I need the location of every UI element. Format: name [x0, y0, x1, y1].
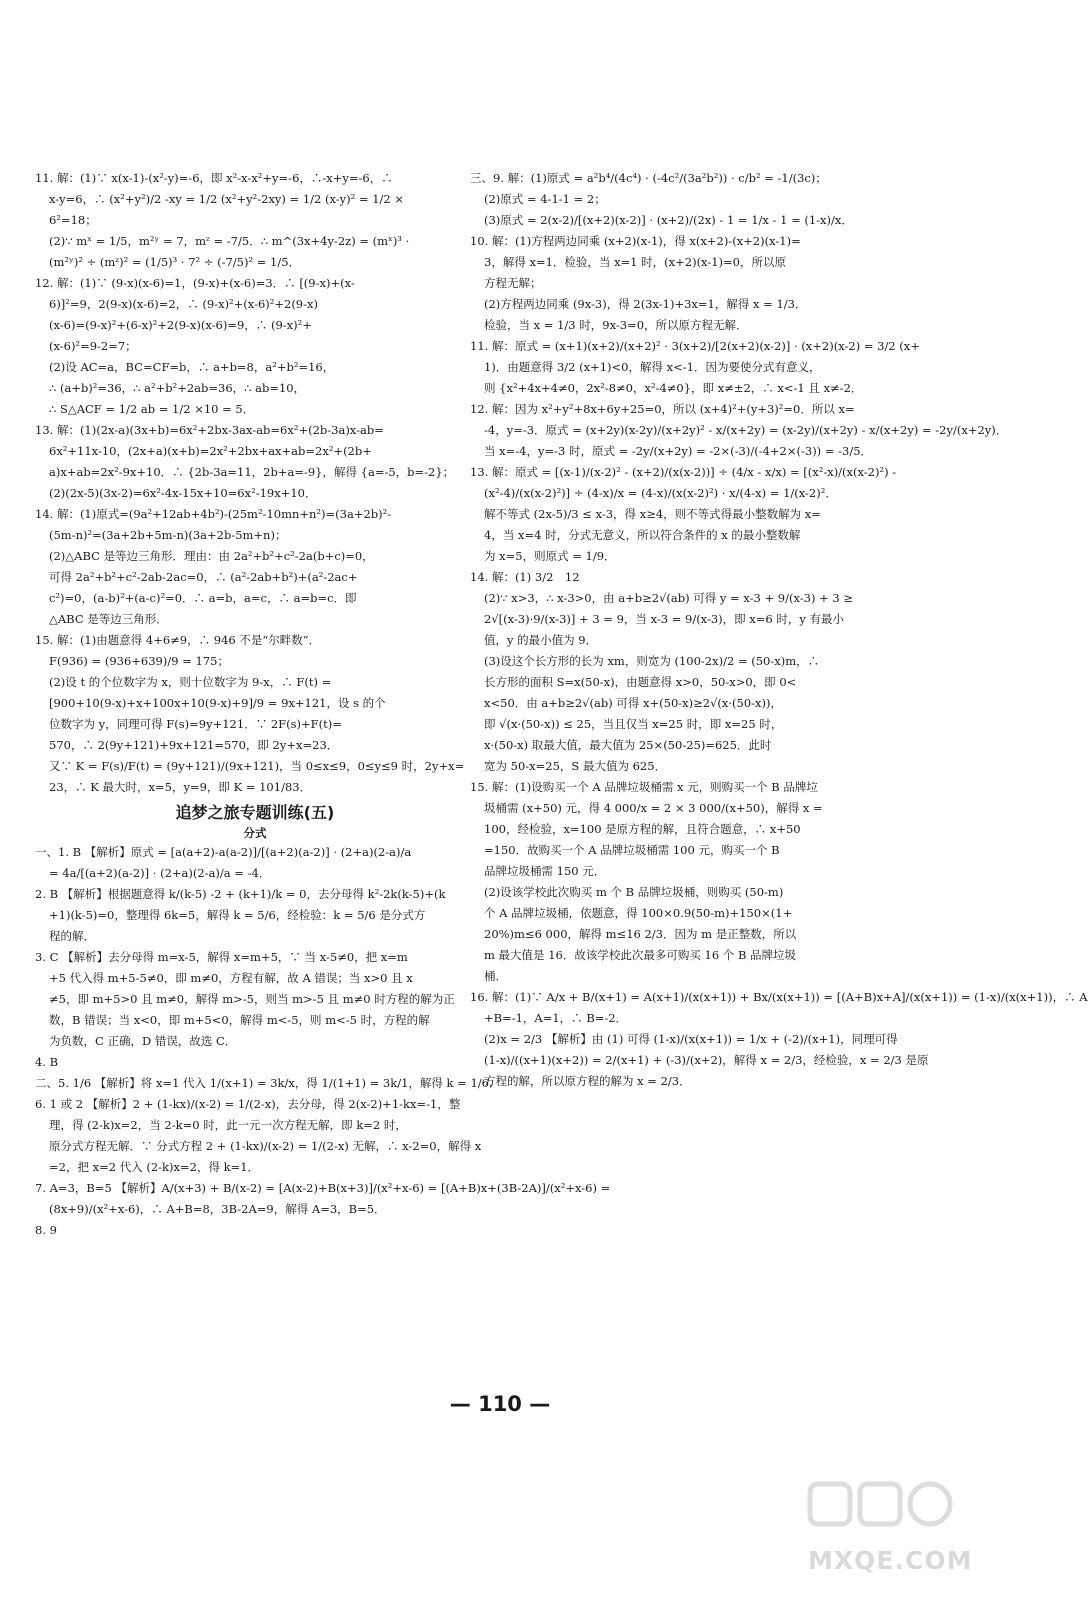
- answer-line: (2)方程两边同乘 (9x-3)，得 2(3x-1)+3x=1，解得 x = 1/3．: [484, 297, 807, 311]
- answer-line: 又∵ K = F(s)/F(t) = (9y+121)/(9x+121)，当 0≤x≤9，0≤y≤9 时，2y+x=: [49, 759, 465, 773]
- answer-line: (2)设 AC=a，BC=CF=b，∴ a+b=8，a²+b²=16，: [49, 360, 335, 374]
- answer-line: (3)设这个长方形的长为 xm，则宽为 (100-2x)/2 = (50-x)m，∴: [484, 654, 820, 668]
- answer-line: -4，y=-3．原式 = (x+2y)(x-2y)/(x+2y)² - x/(x+2y) = (x-2y)/(x+2y) - x/(x+2y) = -2y/(x+2y)．: [484, 423, 1008, 437]
- answer-line: x-y=6，∴ (x²+y²)/2 -xy = 1/2 (x²+y²-2xy) = 1/2 (x-y)² = 1/2 ×: [49, 192, 405, 206]
- answer-line: (x-6)²=9-2=7；: [49, 339, 137, 353]
- answer-line: 23，∴ K 最大时，x=5，y=9，即 K = 101/83．: [49, 780, 312, 794]
- answer-line: △ABC 是等边三角形．: [49, 612, 168, 626]
- answer-line: 位数字为 y，同理可得 F(s)=9y+121．∵ 2F(s)+F(t)=: [49, 717, 342, 731]
- answer-line: 程的解．: [49, 929, 95, 943]
- watermark-text: MXQE.COM: [808, 1546, 973, 1575]
- answer-line: (2)设 t 的个位数字为 x，则十位数字为 9-x，∴ F(t) =: [49, 675, 332, 689]
- answer-line: 8. 9: [35, 1223, 57, 1237]
- answer-line: 理，得 (2-k)x=2，当 2-k=0 时，此一元一次方程无解，即 k=2 时，: [49, 1118, 407, 1132]
- answer-line: 7. A=3，B=5 【解析】A/(x+3) + B/(x-2) = [A(x-2)+B(x+3)]/(x²+x-6) = [(A+B)x+(3B-2A)]/(x²+x-6) =: [35, 1181, 611, 1195]
- answer-line: F(936) = (936+639)/9 = 175；: [49, 654, 229, 668]
- answer-line: 数，B 错误；当 x<0，即 m+5<0，解得 m<-5，则 m<-5 时，方程的解: [49, 1013, 430, 1027]
- answer-line: 13. 解：(1)(2x-a)(3x+b)=6x²+2bx-3ax-ab=6x²+(2b-3a)x-ab=: [35, 423, 384, 437]
- answer-line: 11. 解：(1)∵ x(x-1)-(x²-y)=-6，即 x²-x-x²+y=-6，∴-x+y=-6，∴: [35, 171, 393, 185]
- answer-line: +1)(k-5)=0，整理得 6k=5，解得 k = 5/6，经检验：k = 5/6 是分式方: [49, 908, 426, 922]
- page-number: — 110 —: [449, 1392, 551, 1416]
- answer-line: 当 x=-4，y=-3 时，原式 = -2y/(x+2y) = -2×(-3)/(-4+2×(-3)) = -3/5．: [484, 444, 873, 458]
- answer-line: 3，解得 x=1．检验，当 x=1 时，(x+2)(x-1)=0，所以原: [484, 255, 786, 269]
- answer-line: =150．故购买一个 A 品牌垃圾桶需 100 元，购买一个 B: [484, 843, 780, 857]
- answer-line: 为负数，C 正确，D 错误，故选 C．: [49, 1034, 237, 1048]
- answer-line: 15. 解：(1)设购买一个 A 品牌垃圾桶需 x 元，则购买一个 B 品牌垃: [470, 780, 818, 794]
- answer-line: ∴ (a+b)²=36，∴ a²+b²+2ab=36，∴ ab=10，: [49, 381, 306, 395]
- answer-line: a)x+ab=2x²-9x+10．∴ {2b-3a=11，2b+a=-9}，解得 {a=-5，b=-2}；: [49, 465, 455, 479]
- answer-line: 6²=18；: [49, 213, 97, 227]
- answer-line: 13. 解：原式 = [(x-1)/(x-2)² - (x+2)/(x(x-2))] ÷ (4/x - x/x) = [(x²-x)/(x(x-2)²) -: [470, 465, 897, 479]
- answer-line: 12. 解：因为 x²+y²+8x+6y+25=0，所以 (x+4)²+(y+3)²=0．所以 x=: [470, 402, 855, 416]
- answer-line: 6. 1 或 2 【解析】2 + (1-kx)/(x-2) = 1/(2-x)，去分母，得 2(x-2)+1-kx=-1，整: [35, 1097, 461, 1111]
- answer-line: (3)原式 = 2(x-2)/[(x+2)(x-2)] · (x+2)/(2x) - 1 = 1/x - 1 = (1-x)/x．: [484, 213, 853, 227]
- answer-line: x<50．由 a+b≥2√(ab) 可得 x+(50-x)≥2√(x·(50-x))，: [484, 696, 783, 710]
- answer-line: (x²-4)/(x(x-2)²)] ÷ (4-x)/x = (4-x)/(x(x-2)²) · x/(4-x) = 1/(x-2)²．: [484, 486, 837, 500]
- answer-line: +5 代入得 m+5-5≠0，即 m≠0，方程有解，故 A 错误；当 x>0 且 x: [49, 971, 413, 985]
- answer-line: 15. 解：(1)由题意得 4+6≠9，∴ 946 不是“尔畔数”．: [35, 633, 321, 647]
- answer-line: (2)x = 2/3 【解析】由 (1) 可得 (1-x)/(x(x+1)) = 1/x + (-2)/(x+1)，同理可得: [484, 1032, 898, 1046]
- answer-line: 570，∴ 2(9y+121)+9x+121=570，即 2y+x=23．: [49, 738, 339, 752]
- answer-line: 二、5. 1/6 【解析】将 x=1 代入 1/(x+1) = 3k/x，得 1/(1+1) = 3k/1，解得 k = 1/6．: [35, 1076, 501, 1090]
- answer-line: 3. C 【解析】去分母得 m=x-5，解得 x=m+5，∵ 当 x-5≠0，把 x=m: [35, 950, 408, 964]
- answer-line: (2)∵ mˣ = 1/5，m²ʸ = 7，mᶻ = -7/5．∴ m^(3x+4y-2z) = (mˣ)³ ·: [49, 234, 410, 248]
- answer-line: 可得 2a²+b²+c²-2ab-2ac=0，∴ (a²-2ab+b²)+(a²-2ac+: [49, 570, 358, 584]
- answer-line: 宽为 50-x=25，S 最大值为 625．: [484, 759, 667, 773]
- answer-line: (1-x)/((x+1)(x+2)) = 2/(x+1) + (-3)/(x+2)，解得 x = 2/3，经检验，x = 2/3 是原: [484, 1053, 929, 1067]
- answer-line: 100，经检验，x=100 是原方程的解，且符合题意，∴ x+50: [484, 822, 801, 836]
- answer-line: (m²ʸ)² ÷ (mᶻ)² = (1/5)³ · 7² ÷ (-7/5)² = 1/5．: [49, 255, 301, 269]
- answer-line: 品牌垃圾桶需 150 元．: [484, 864, 606, 878]
- answer-line: 个 A 品牌垃圾桶，依题意，得 100×0.9(50-m)+150×(1+: [484, 906, 793, 920]
- answer-line: +B=-1，A=1，∴ B=-2．: [484, 1011, 628, 1025]
- answer-line: 6x²+11x-10，(2x+a)(x+b)=2x²+2bx+ax+ab=2x²+(2b+: [49, 444, 372, 458]
- answer-line: 2√[(x-3)·9/(x-3)] + 3 = 9，当 x-3 = 9/(x-3)，即 x=6 时，y 有最小: [484, 612, 845, 626]
- answer-line: =2，把 x=2 代入 (2-k)x=2，得 k=1．: [49, 1160, 260, 1174]
- answer-line: 1)．由题意得 3/2 (x+1)<0，解得 x<-1．因为要使分式有意义，: [484, 360, 821, 374]
- answer-line: 检验，当 x = 1/3 时，9x-3=0，所以原方程无解．: [484, 318, 748, 332]
- answer-line: 方程无解；: [484, 276, 542, 290]
- answer-line: 11. 解：原式 = (x+1)(x+2)/(x+2)² · 3(x+2)/[2(x+2)(x-2)] · (x+2)(x-2) = 3/2 (x+: [470, 339, 920, 353]
- answer-line: 圾桶需 (x+50) 元，得 4 000/x = 2 × 3 000/(x+50)，解得 x =: [484, 801, 823, 815]
- answer-line: [900+10(9-x)+x+100x+10(9-x)+9]/9 = 9x+121，设 s 的个: [49, 696, 386, 710]
- answer-line: 2. B 【解析】根据题意得 k/(k-5) -2 + (k+1)/k = 0，去分母得 k²-2k(k-5)+(k: [35, 887, 446, 901]
- left-answers-part-a: [35, 168, 475, 798]
- answer-line: 14. 解：(1) 3/2 12: [470, 570, 580, 584]
- answer-line: m 最大值是 16．故该学校此次最多可购买 16 个 B 品牌垃圾: [484, 948, 797, 962]
- answer-line: (2)原式 = 4-1-1 = 2；: [484, 192, 606, 206]
- answer-line: c²)=0，(a-b)²+(a-c)²=0．∴ a=b，a=c，∴ a=b=c．即: [49, 591, 357, 605]
- answer-line: 三、9. 解：(1)原式 = a²b⁴/(4c⁴) · (-4c²/(3a²b²)) · c/b² = -1/(3c)；: [470, 171, 827, 185]
- answer-line: (2)(2x-5)(3x-2)=6x²-4x-15x+10=6x²-19x+10．: [49, 486, 317, 500]
- answer-line: (2)设该学校此次购买 m 个 B 品牌垃圾桶，则购买 (50-m): [484, 885, 784, 899]
- answer-line: 10. 解：(1)方程两边同乘 (x+2)(x-1)，得 x(x+2)-(x+2)(x-1)=: [470, 234, 801, 248]
- answer-line: = 4a/[(a+2)(a-2)] · (2+a)(2-a)/a = -4．: [49, 866, 271, 880]
- answer-line: (5m-n)²=(3a+2b+5m-n)(3a+2b-5m+n)；: [49, 528, 287, 542]
- answer-line: (x-6)=(9-x)²+(6-x)²+2(9-x)(x-6)=9，∴ (9-x)²+: [49, 318, 312, 332]
- answer-line: 解不等式 (2x-5)/3 ≤ x-3，得 x≥4，则不等式得最小整数解为 x=: [484, 507, 821, 521]
- answer-line: 值，y 的最小值为 9．: [484, 633, 598, 647]
- answer-line: 6)]²=9，2(9-x)(x-6)=2，∴ (9-x)²+(x-6)²+2(9-x): [49, 297, 318, 311]
- answer-line: 长方形的面积 S=x(50-x)，由题意得 x>0，50-x>0，即 0<: [484, 675, 797, 689]
- section-subtitle: 分式: [243, 826, 267, 840]
- answer-line: (2)△ABC 是等边三角形．理由：由 2a²+b²+c²-2a(b+c)=0，: [49, 549, 374, 563]
- answer-line: 20%)m≤6 000，解得 m≤16 2/3．因为 m 是正整数，所以: [484, 927, 797, 941]
- answer-line: 即 √(x·(50-x)) ≤ 25，当且仅当 x=25 时，即 x=25 时，: [484, 717, 783, 731]
- answer-line: (2)∵ x>3，∴ x-3>0，由 a+b≥2√(ab) 可得 y = x-3 + 9/(x-3) + 3 ≥: [484, 591, 853, 605]
- answer-line: x·(50-x) 取最大值，最大值为 25×(50-25)=625．此时: [484, 738, 772, 752]
- answer-line: 为 x=5，则原式 = 1/9．: [484, 549, 616, 563]
- answer-line: 方程的解，所以原方程的解为 x = 2/3．: [484, 1074, 691, 1088]
- right-column: [470, 168, 1088, 1092]
- answer-line: ∴ S△ACF = 1/2 ab = 1/2 ×10 = 5．: [49, 402, 255, 416]
- answer-line: 12. 解：(1)∵ (9-x)(x-6)=1，(9-x)+(x-6)=3．∴ [(9-x)+(x-: [35, 276, 355, 290]
- answer-line: 原分式方程无解．∵ 分式方程 2 + (1-kx)/(x-2) = 1/(2-x) 无解，∴ x-2=0，解得 x: [49, 1139, 482, 1153]
- right-answers: [470, 168, 1088, 1092]
- answer-line: 一、1. B 【解析】原式 = [a(a+2)-a(a-2)]/[(a+2)(a-2)] · (2+a)(2-a)/a: [35, 845, 412, 859]
- answer-line: 16. 解：(1)∵ A/x + B/(x+1) = A(x+1)/(x(x+1)) + Bx/(x(x+1)) = [(A+B)x+A]/(x(x+1)) = (1-x)/(x(x+1))，∴ A: [470, 990, 1088, 1004]
- answer-line: 桶．: [484, 969, 507, 983]
- answer-line: 则 {x²+4x+4≠0，2x²-8≠0，x²-4≠0}，即 x≠±2，∴ x<-1 且 x≠-2．: [484, 381, 863, 395]
- answer-line: 4，当 x=4 时，分式无意义，所以符合条件的 x 的最小整数解: [484, 528, 801, 542]
- answer-line: ≠5，即 m+5>0 且 m≠0，解得 m>-5，则当 m>-5 且 m≠0 时方程的解为正: [49, 992, 455, 1006]
- section-title: 追梦之旅专题训练(五): [175, 803, 335, 822]
- answer-line: 14. 解：(1)原式=(9a²+12ab+4b²)-(25m²-10mn+n²)=(3a+2b)²-: [35, 507, 392, 521]
- answer-line: (8x+9)/(x²+x-6)，∴ A+B=8，3B-2A=9，解得 A=3，B=5．: [49, 1202, 386, 1216]
- answer-line: 4. B: [35, 1055, 59, 1069]
